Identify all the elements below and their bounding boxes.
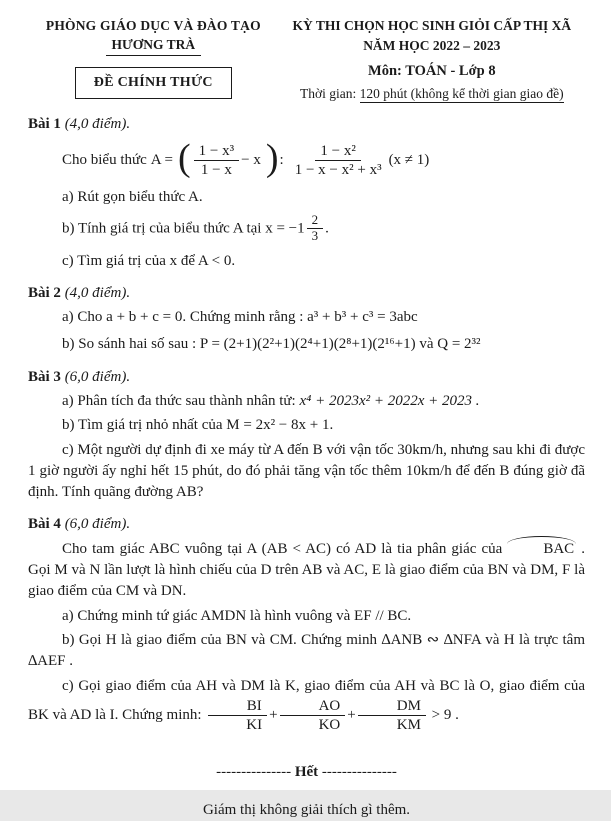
fraction-2-denominator: 1 − x − x² + x³ xyxy=(294,161,382,178)
end-separator xyxy=(28,762,585,783)
problem-4-intro xyxy=(28,539,585,603)
exam-header xyxy=(28,16,585,103)
exam-title-line1: KỲ THI CHỌN HỌC SINH GIỎI CẤP THỊ XÃ xyxy=(292,18,572,33)
ratio-fraction-3 xyxy=(358,697,426,735)
problem-1-heading xyxy=(28,114,585,135)
ratio-1-denominator: KI xyxy=(246,717,263,734)
problem-1-item-b-text: b) Tính giá trị của biểu thức A tại x = −1 xyxy=(62,220,305,237)
close-paren: ) xyxy=(265,137,279,180)
mixed-number-fraction xyxy=(307,213,324,243)
ratio-2-denominator: KO xyxy=(318,717,341,734)
exam-title-block xyxy=(279,16,585,103)
problem-3-item-a-math: x⁴ + 2023x² + 2022x + 2023 . xyxy=(299,393,480,409)
problem-2-item-b: b) So sánh hai số sau : P = (2+1)(2²+1)(2⁴+1)(2⁸+1)(2¹⁶+1) và Q = 2³² xyxy=(62,336,481,353)
problem-3-item-a xyxy=(28,391,585,412)
open-paren: ( xyxy=(178,137,191,180)
ratio-fraction-1 xyxy=(207,697,267,735)
district-name: HƯƠNG TRÀ xyxy=(106,35,202,56)
issuing-authority-block xyxy=(28,16,279,99)
problem-3-item-a-text: a) Phân tích đa thức sau thành nhân tử: xyxy=(62,393,300,409)
mixed-fraction-denominator: 3 xyxy=(311,227,319,243)
problem-4-intro-post: . Gọi M và N lần lượt là hình chiếu của D trên AB và AC, E là giao điểm của BN và DM, F là giao điểm của CM và DN. xyxy=(28,540,586,600)
problem-2-heading xyxy=(28,283,585,304)
mixed-fraction-numerator: 2 xyxy=(307,213,324,229)
time-value: 120 phút (không kể thời gian giao đề) xyxy=(359,86,564,102)
problem-2-item-a: a) Cho a + b + c = 0. Chứng minh rằng : a³ + b³ + c³ = 3abc xyxy=(62,309,418,326)
fraction-2 xyxy=(290,142,387,180)
department-name: PHÒNG GIÁO DỤC VÀ ĐÀO TẠO xyxy=(45,18,261,33)
ratio-3-numerator: DM xyxy=(358,697,426,716)
problem-1-intro: Cho biểu thức xyxy=(62,151,147,168)
problem-3-points: (6,0 điểm). xyxy=(64,368,131,385)
problem-2-title: Bài 2 xyxy=(28,284,61,301)
proctor-note: Giám thị không giải thích gì thêm. xyxy=(202,801,411,818)
problem-3-item-b: b) Tìm giá trị nhỏ nhất của M = 2x² − 8x + 1. xyxy=(62,417,334,434)
fraction-2-numerator: 1 − x² xyxy=(315,142,360,161)
plus-sign-2: + xyxy=(347,707,356,724)
problem-3-heading xyxy=(28,367,585,388)
problem-4-item-b: b) Gọi H là giao điểm của BN và CM. Chứng minh ∆ANB ∾ ∆NFA và H là trực tâm ∆AEF . xyxy=(28,631,585,670)
angle-bac-with-arc: BAC xyxy=(507,539,576,560)
fraction-1-denominator: 1 − x xyxy=(200,161,232,178)
problem-2-points: (4,0 điểm). xyxy=(64,284,131,301)
problem-1-item-a: a) Rút gọn biểu thức A. xyxy=(62,189,203,206)
time-label: Thời gian: xyxy=(300,86,357,102)
end-dashes-left: --------------- xyxy=(216,764,292,781)
problem-3-title: Bài 3 xyxy=(28,368,61,385)
problem-1-points: (4,0 điểm). xyxy=(64,116,131,133)
problem-1-item-b xyxy=(28,214,585,244)
problem-1-item-c: c) Tìm giá trị của x để A < 0. xyxy=(62,252,236,269)
problem-1-item-b-period: . xyxy=(325,220,329,237)
problem-1-title: Bài 1 xyxy=(28,116,61,133)
problem-3-item-c: c) Một người dự định đi xe máy từ A đến B với vận tốc 30km/h, nhưng sau khi đi được 1 giờ người ấy nghỉ hết 15 phút, do đó phải tăng vận tốc thêm 10km/h để đến B đúng giờ đã định. Tính quãng đường AB? xyxy=(28,441,585,501)
inequality-tail: > 9 . xyxy=(427,707,459,724)
time-line xyxy=(279,84,585,103)
problem-4-item-c-text: c) Gọi giao điểm của AH và DM là K, giao điểm của AH và BC là O, giao điểm của BK và AD là I. Chứng minh: xyxy=(28,677,585,724)
plus-sign-1: + xyxy=(269,707,278,724)
domain-condition: (x ≠ 1) xyxy=(388,151,430,168)
official-exam-box: ĐỀ CHÍNH THỨC xyxy=(75,67,232,99)
exam-title-line2: NĂM HỌC 2022 – 2023 xyxy=(363,38,501,54)
minus-x-term: − x xyxy=(241,151,261,168)
fraction-1 xyxy=(194,142,239,180)
division-colon: : xyxy=(279,151,284,168)
problem-4-intro-pre: Cho tam giác ABC vuông tại A (AB < AC) có AD là tia phân giác của xyxy=(62,540,508,557)
subject-line: Môn: TOÁN - Lớp 8 xyxy=(368,62,496,79)
problem-4-heading xyxy=(28,514,585,535)
ratio-2-numerator: AO xyxy=(280,697,346,716)
end-label: Hết xyxy=(294,764,319,781)
problem-4-points: (6,0 điểm). xyxy=(64,516,131,533)
ratio-fraction-2 xyxy=(280,697,346,735)
ratio-1-numerator: BI xyxy=(208,697,267,716)
fraction-1-numerator: 1 − x³ xyxy=(194,142,239,161)
end-dashes-right: --------------- xyxy=(321,764,397,781)
problem-1-formula xyxy=(28,137,585,180)
problem-4-title: Bài 4 xyxy=(28,516,61,533)
problem-4-item-c xyxy=(28,676,585,735)
problem-4-item-a: a) Chứng minh tứ giác AMDN là hình vuông và EF // BC. xyxy=(62,607,412,624)
formula-lhs: A = xyxy=(150,151,174,168)
ratio-3-denominator: KM xyxy=(396,717,421,734)
